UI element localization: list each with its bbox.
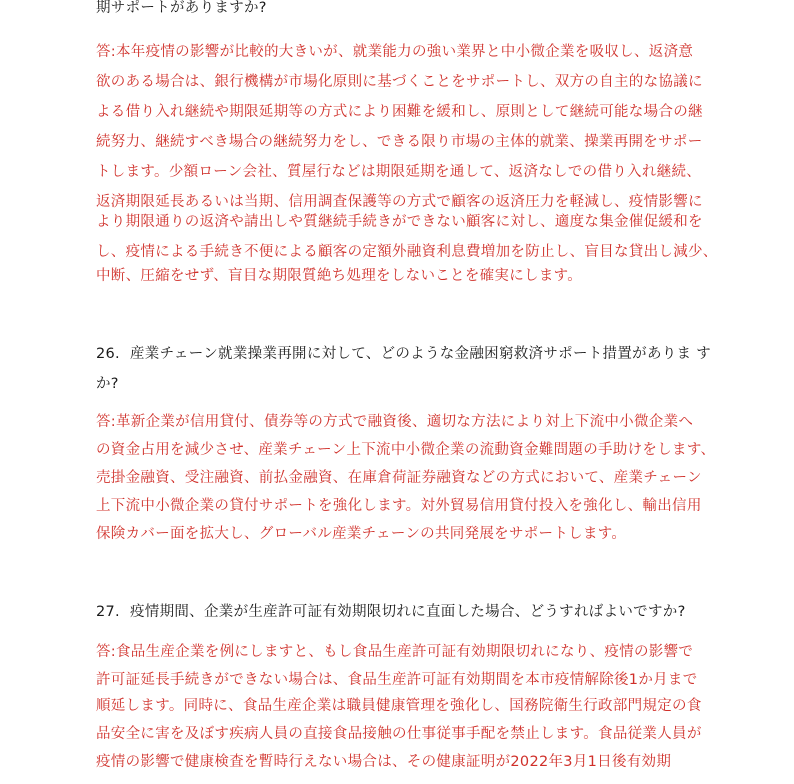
answer-26-line: 答:革新企業が信用貸付、債券等の方式で融資後、適切な方法により対上下流中小微企業へ: [96, 414, 694, 430]
answer-25-line: 続努力、継続すべき場合の継続努力をし、できる限り市場の主体的就業、操業再開をサポー: [96, 134, 703, 150]
answer-27-line: 疫情の影響で健康検査を暫時行えない場合は、その健康証明が2022年3月1日後有効期: [96, 754, 672, 770]
answer-27-line: 許可証延長手続きができない場合は、食品生産許可証有効期間を本市疫情解除後1か月まで: [96, 672, 698, 688]
question-27-text: 疫情期間、企業が生産許可証有効期限切れに直面した場合、どうすればよいですか?: [129, 604, 686, 620]
answer-25-line: し、疫情による手続き不便による顧客の定額外融資利息費増加を防止し、盲目な貸出し減少、: [96, 244, 718, 260]
question-26-line: か?: [96, 376, 119, 392]
question-26: [96, 342, 711, 363]
answer-27-line: 品安全に害を及ぼす疾病人員の直接食品接触の仕事従事手配を禁止します。食品従業人員が: [96, 726, 702, 742]
answer-25-line: トします。少額ローン会社、質屋行などは期限延期を通して、返済なしでの借り入れ継続、: [96, 164, 702, 180]
answer-25-line: 答:本年疫情の影響が比較的大きいが、就業能力の強い業界と中小微企業を吸収し、返済意: [96, 44, 694, 60]
answer-25-line: 欲のある場合は、銀行機構が市場化原則に基づくことをサポートし、双方の自主的な協議に: [96, 74, 703, 90]
answer-27-line: 順延します。同時に、食品生産企業は職員健康管理を強化し、国務院衛生行政部門規定の食: [96, 698, 702, 714]
answer-25-line: 中断、圧縮をせず、盲目な期限質絶ち処理をしないことを確実にします。: [96, 268, 583, 284]
answer-27-line: 答:食品生産企業を例にしますと、もし食品生産許可証有効期限切れになり、疫情の影響で: [96, 644, 694, 660]
answer-25-line: よる借り入れ継続や期限延期等の方式により困難を緩和し、原則として継続可能な場合の継: [96, 104, 703, 120]
answer-26-line: の資金占用を減少させ、産業チェーン上下流中小微企業の流動資金難問題の手助けをします、: [96, 442, 716, 458]
answer-25-line: 返済期限延長あるいは当期、信用調査保護等の方式で顧客の返済圧力を軽減し、疫情影響に: [96, 194, 703, 210]
question-27: [96, 600, 686, 621]
question-number: 27.: [96, 604, 120, 620]
answer-25-line: より期限通りの返済や請出しや質継続手続きができない顧客に対し、適度な集金催促緩和を: [96, 214, 703, 230]
answer-26-line: 売掛金融資、受注融資、前払金融資、在庫倉荷証券融資などの方式において、産業チェーン: [96, 470, 702, 486]
answer-26-line: 保険カバー面を拡大し、グローバル産業チェーンの共同発展をサポートします。: [96, 526, 627, 542]
question-number: 26.: [96, 346, 120, 362]
question-25-tail: 期サポートがありますか?: [96, 0, 267, 16]
question-26-text: 産業チェーン就業操業再開に対して、どのような金融困窮救済サポート措置がありま す: [129, 346, 712, 362]
answer-26-line: 上下流中小微企業の貸付サポートを強化します。対外貿易信用貸付投入を強化し、輸出信用: [96, 498, 702, 514]
